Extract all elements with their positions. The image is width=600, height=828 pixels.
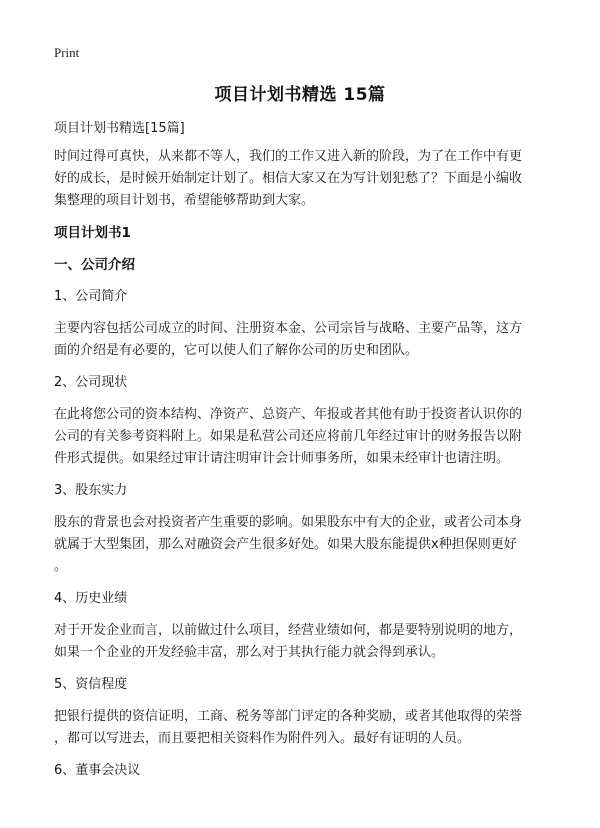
item-paragraph	[54, 512, 554, 578]
paragraph-line: 就属于大型集团，那么对融资会产生很多好处。如果大股东能提供x种担保则更好	[54, 537, 517, 552]
item-paragraph	[54, 706, 554, 750]
item-heading: 6、董事会决议	[54, 763, 141, 778]
document-subtitle: 项目计划书精选[15篇]	[54, 121, 185, 136]
item-paragraph	[54, 404, 554, 470]
paragraph-line: 股东的背景也会对投资者产生重要的影响。如果股东中有大的企业，或者公司本身	[54, 515, 523, 530]
paragraph-line: 对于开发企业而言，以前做过什么项目，经营业绩如何，都是要特别说明的地方，	[54, 623, 523, 638]
document-body	[54, 118, 554, 792]
item-paragraph	[54, 318, 554, 362]
item-heading: 2、公司现状	[54, 375, 128, 390]
paragraph-line: 。	[54, 559, 68, 574]
item-paragraph	[54, 620, 554, 664]
print-label: Print	[54, 45, 80, 60]
paragraph-line: 如果一个企业的开发经验丰富，那么对于其执行能力就会得到承认。	[54, 645, 445, 660]
paragraph-line: 把银行提供的资信证明，工商、税务等部门评定的各种奖励，或者其他取得的荣誉	[54, 709, 523, 724]
paragraph-line: 时间过得可真快，从来都不等人，我们的工作又进入新的阶段，为了在工作中有更	[54, 149, 523, 164]
part-title: 一、公司介绍	[54, 257, 135, 273]
paragraph-line: 主要内容包括公司成立的时间、注册资本金、公司宗旨与战略、主要产品等，这方	[54, 321, 523, 336]
paragraph-line: 在此将您公司的资本结构、净资产、总资产、年报或者其他有助于投资者认识你的	[54, 407, 523, 422]
page-title: 项目计划书精选 15篇	[214, 85, 386, 105]
paragraph-line: 好的成长，是时候开始制定计划了。相信大家又在为写计划犯愁了？下面是小编收	[54, 171, 523, 186]
item-heading: 3、股东实力	[54, 483, 128, 498]
paragraph-line: ，都可以写进去，而且要把相关资料作为附件列入。最好有证明的人员。	[54, 731, 471, 746]
paragraph-line: 集整理的项目计划书，希望能够帮助到大家。	[54, 193, 315, 208]
item-heading: 1、公司简介	[54, 289, 128, 304]
intro-paragraph	[54, 146, 554, 212]
section-title: 项目计划书1	[54, 225, 131, 241]
item-heading: 4、历史业绩	[54, 591, 128, 606]
item-heading: 5、资信程度	[54, 677, 128, 692]
paragraph-line: 公司的有关参考资料附上。如果是私营公司还应将前几年经过审计的财务报告以附	[54, 429, 523, 444]
paragraph-line: 件形式提供。如果经过审计请注明审计会计师事务所，如果未经审计也请注明。	[54, 451, 510, 466]
paragraph-line: 面的介绍是有必要的，它可以使人们了解你公司的历史和团队。	[54, 343, 419, 358]
